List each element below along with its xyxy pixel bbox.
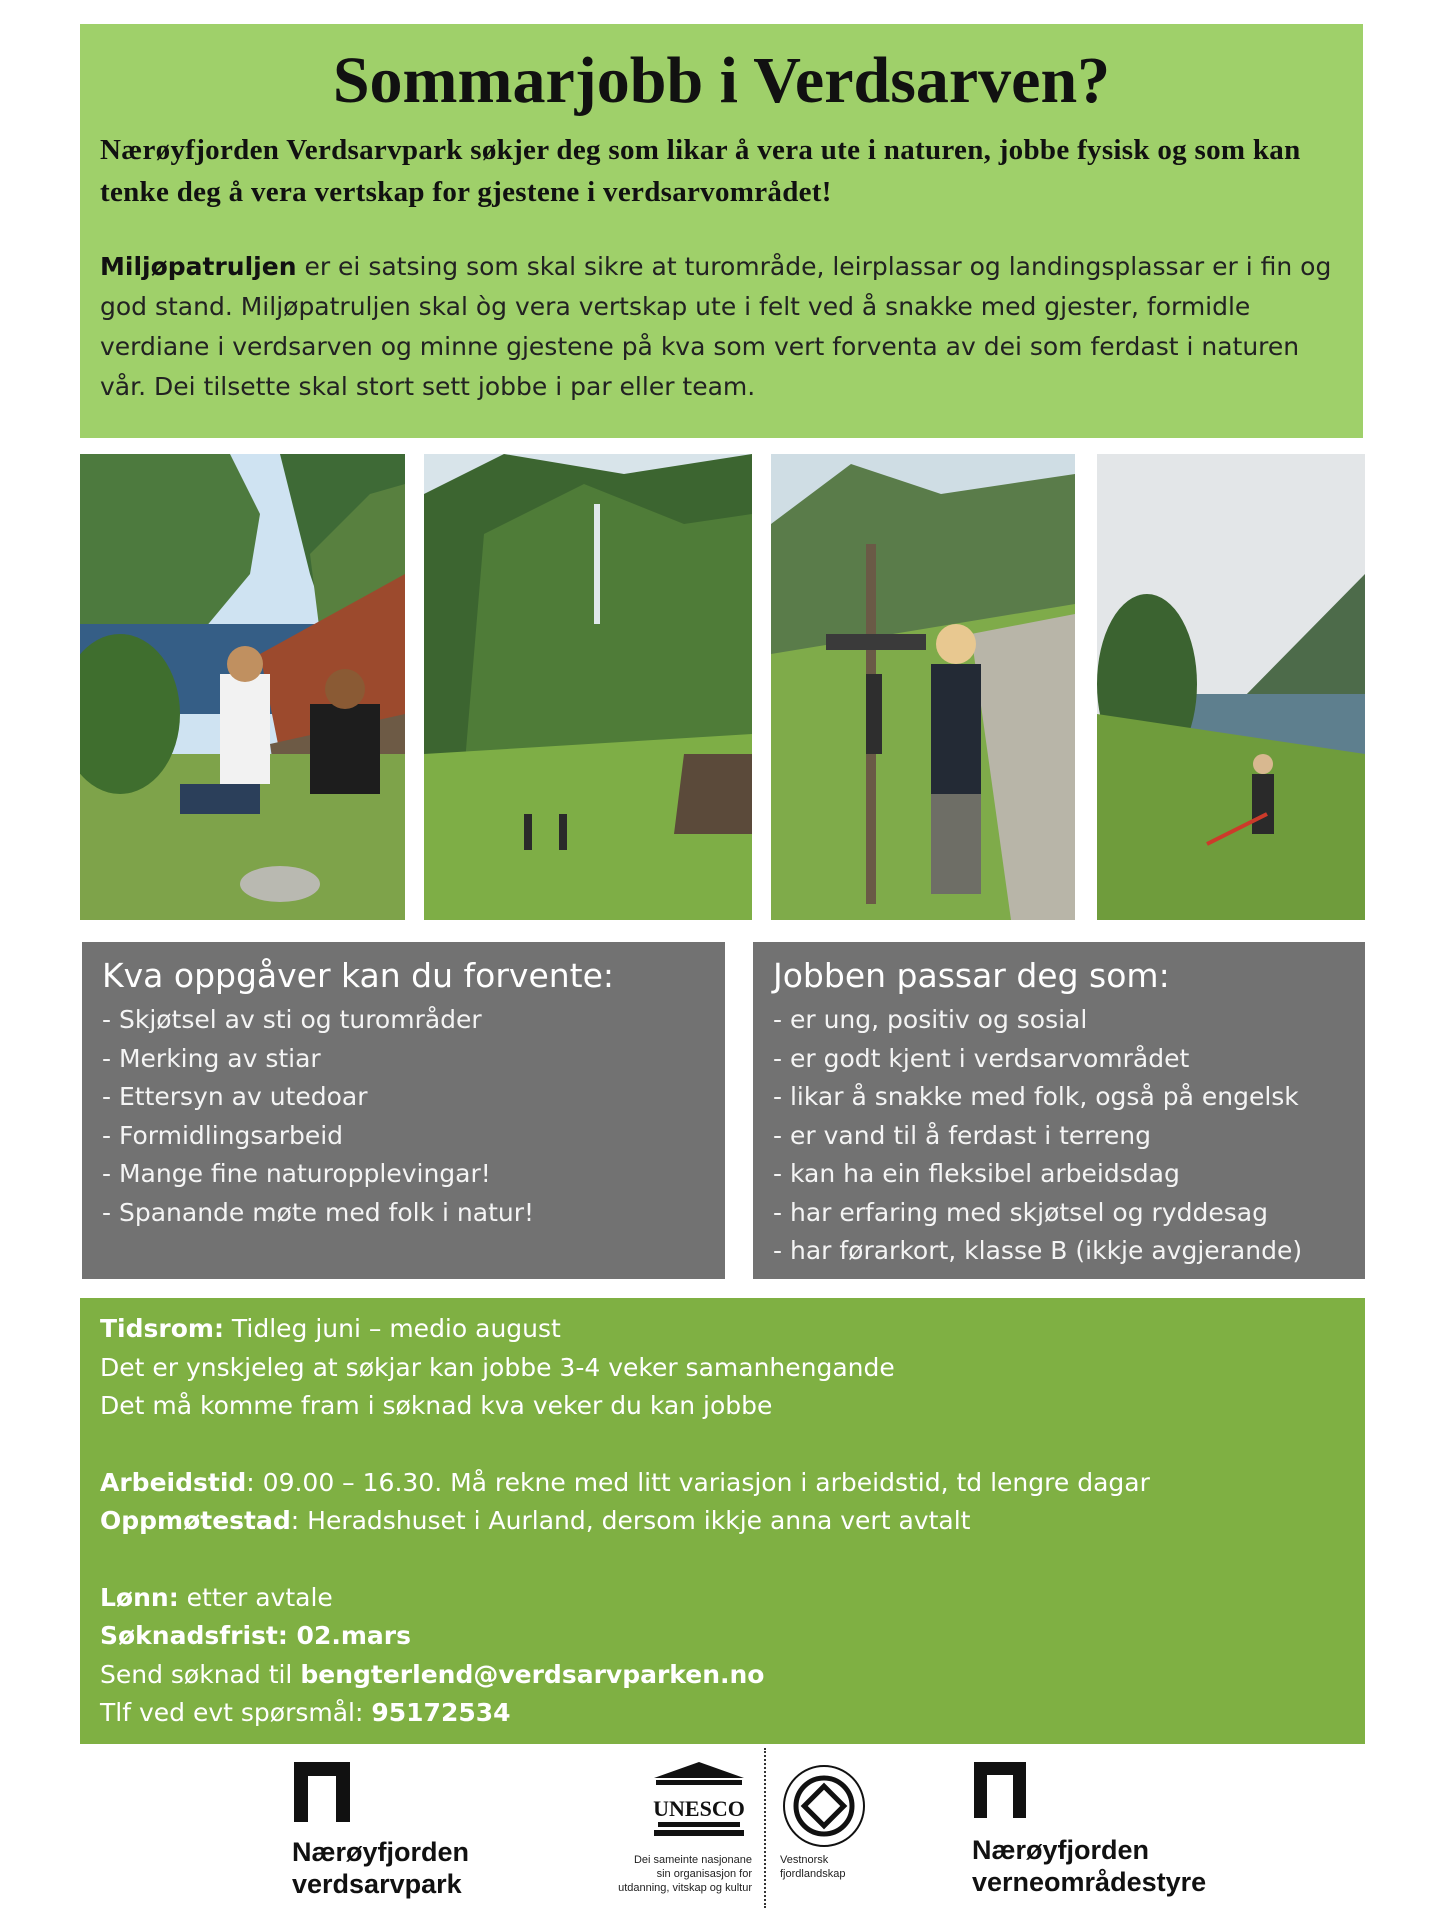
oppmote-line bbox=[100, 1502, 1345, 1541]
arbeidstid-line bbox=[100, 1464, 1345, 1503]
list-item: - Merking av stiar bbox=[102, 1043, 321, 1073]
tlf-prefix: Tlf ved evt spørsmål: bbox=[100, 1698, 372, 1727]
photo-mountain-valley bbox=[424, 454, 752, 920]
lonn-value: etter avtale bbox=[178, 1582, 333, 1612]
board-logo-icon bbox=[974, 1762, 1026, 1818]
arbeidstid-label: Arbeidstid bbox=[100, 1467, 247, 1497]
list-item: - Formidlingsarbeid bbox=[102, 1120, 344, 1150]
intro-bold: Miljøpatruljen bbox=[100, 252, 297, 282]
oppmote-label: Oppmøtestad bbox=[100, 1506, 291, 1535]
email-link[interactable]: bengterlend@verdsarvparken.no bbox=[300, 1659, 765, 1689]
list-item: - likar å snakke med folk, også på engelsk bbox=[773, 1082, 1299, 1111]
list-item: - er vand til å ferdast i terreng bbox=[773, 1120, 1151, 1150]
vestnorsk-caption bbox=[780, 1854, 845, 1882]
world-heritage-emblem-icon bbox=[782, 1764, 866, 1848]
header-panel bbox=[80, 24, 1363, 438]
list-item: - Skjøtsel av sti og turområder bbox=[102, 1005, 482, 1034]
tidsrom-label: Tidsrom: bbox=[100, 1314, 224, 1343]
tasks-panel bbox=[82, 942, 725, 1279]
unesco-caption-line3: utdanning, vitskap og kultur bbox=[618, 1881, 752, 1894]
photo-signpost bbox=[771, 454, 1075, 920]
list-item: - kan ha ein fleksibel arbeidsdag bbox=[773, 1159, 1180, 1188]
frist-label: Søknadsfrist: 02.mars bbox=[100, 1621, 411, 1650]
list-item: - har førarkort, klasse B (ikkje avgjerande) bbox=[773, 1236, 1303, 1265]
unesco-word: UNESCO bbox=[653, 1796, 745, 1821]
list-item: - Mange fine naturopplevingar! bbox=[102, 1159, 491, 1188]
unesco-caption bbox=[588, 1854, 752, 1895]
tidsrom-value: Tidleg juni – medio august bbox=[223, 1314, 561, 1343]
list-item: - Ettersyn av utedoar bbox=[102, 1082, 368, 1111]
board-name-line1: Nærøyfjorden bbox=[972, 1835, 1150, 1865]
arbeidstid-value: : 09.00 – 16.30. Må rekne med litt variasjon i arbeidstid, td lengre dagar bbox=[246, 1467, 1150, 1497]
list-item: - er godt kjent i verdsarvområdet bbox=[773, 1043, 1190, 1073]
send-line bbox=[100, 1656, 1345, 1695]
lonn-label: Lønn: bbox=[100, 1582, 179, 1612]
tidsrom-line bbox=[100, 1310, 1345, 1349]
logo-divider bbox=[764, 1748, 766, 1908]
photo-fjord-worker bbox=[1097, 454, 1365, 920]
page-subtitle: Nærøyfjorden Verdsarvpark søkjer deg som likar å vera ute i naturen, jobbe fysisk og som kan tenke deg å vera vertskap for gjestene i verdsarvområdet! bbox=[100, 134, 1301, 209]
phone-number: 95172534 bbox=[371, 1698, 511, 1727]
park-name bbox=[292, 1836, 469, 1901]
page-title: Sommarjobb i Verdsarven? bbox=[332, 44, 1111, 117]
vestnorsk-line1: Vestnorsk bbox=[780, 1854, 829, 1866]
board-name bbox=[972, 1834, 1206, 1899]
fit-list bbox=[773, 1001, 1345, 1271]
frist-line bbox=[100, 1617, 1345, 1656]
park-name-line2: verdsarvpark bbox=[292, 1869, 462, 1900]
vestnorsk-line2: fjordlandskap bbox=[780, 1867, 846, 1880]
oppmote-value: : Heradshuset i Aurland, dersom ikkje anna vert avtalt bbox=[290, 1506, 971, 1535]
tasks-heading: Kva oppgåver kan du forvente: bbox=[102, 956, 615, 995]
fit-heading: Jobben passar deg som: bbox=[773, 956, 1170, 995]
list-item: - er ung, positiv og sosial bbox=[773, 1005, 1088, 1034]
park-logo-icon bbox=[294, 1762, 350, 1822]
lonn-line bbox=[100, 1579, 1345, 1618]
info-line-2: Det er ynskjeleg at søkjar kan jobbe 3-4 veker samanhengande bbox=[100, 1352, 895, 1382]
list-item: - Spanande møte med folk i natur! bbox=[102, 1197, 535, 1227]
list-item: - har erfaring med skjøtsel og ryddesag bbox=[773, 1197, 1268, 1227]
info-line-3: Det må komme fram i søknad kva veker du kan jobbe bbox=[100, 1391, 773, 1420]
board-name-line2: verneområdestyre bbox=[972, 1867, 1207, 1898]
intro-paragraph bbox=[100, 247, 1343, 407]
tasks-list bbox=[102, 1001, 705, 1232]
unesco-logo-icon bbox=[652, 1760, 746, 1840]
tlf-line bbox=[100, 1694, 1345, 1733]
intro-text: er ei satsing som skal sikre at turområde, leirplassar og landingsplassar er i fin og god stand. Miljøpatruljen skal òg vera vertskap ute i felt ved å snakke med gjester, formidle verdiane i verdsarven og minne gjestene på kva som vert forventa av dei som ferdast i naturen vår. Dei tilsette skal stort sett jobbe i par eller team. bbox=[100, 252, 1332, 402]
fit-panel bbox=[753, 942, 1365, 1279]
park-name-line1: Nærøyfjorden bbox=[292, 1837, 470, 1867]
unesco-caption-line1: Dei sameinte nasjonane bbox=[633, 1854, 752, 1866]
info-panel bbox=[80, 1298, 1365, 1744]
unesco-caption-line2: sin organisasjon for bbox=[656, 1867, 752, 1880]
photo-hikers-resting bbox=[80, 454, 405, 920]
send-prefix: Send søknad til bbox=[100, 1659, 301, 1689]
